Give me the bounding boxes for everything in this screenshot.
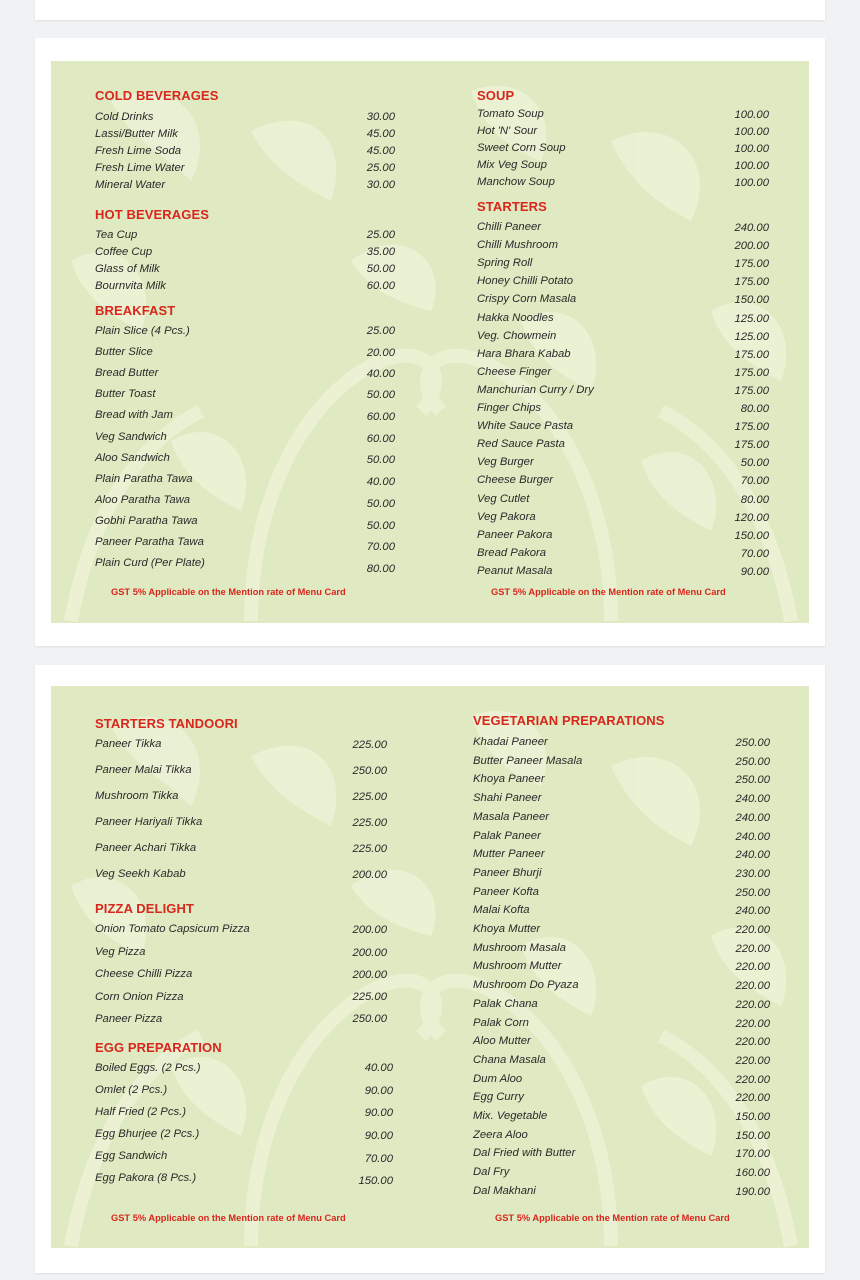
menu-item-price: 250.00 <box>735 737 770 749</box>
menu-item-price: 90.00 <box>364 1107 393 1119</box>
menu-item-name: Veg. Chowmein <box>477 330 557 342</box>
menu-item-name: Veg Sandwich <box>95 431 167 443</box>
menu-item-price: 80.00 <box>740 403 769 415</box>
menu-item-name: Paneer Achari Tikka <box>95 842 197 854</box>
menu-item-price: 30.00 <box>366 111 395 123</box>
menu-item-name: Mushroom Tikka <box>95 790 179 802</box>
menu-item-name: Half Fried (2 Pcs.) <box>95 1106 187 1118</box>
menu-item-price: 240.00 <box>735 812 770 824</box>
menu-item-price: 100.00 <box>734 109 769 121</box>
menu-item-name: Shahi Paneer <box>473 792 542 804</box>
menu-item-price: 200.00 <box>352 924 387 936</box>
menu-item-name: Fresh Lime Water <box>95 162 185 174</box>
menu-item-price: 220.00 <box>735 1055 770 1067</box>
menu-item-price: 70.00 <box>740 475 769 487</box>
menu-item-price: 250.00 <box>352 765 387 777</box>
menu-item-name: Aloo Mutter <box>473 1035 531 1047</box>
left-column <box>95 686 405 1248</box>
menu-item-price: 220.00 <box>735 1074 770 1086</box>
menu-item-price: 250.00 <box>735 756 770 768</box>
menu-item-price: 250.00 <box>735 774 770 786</box>
menu-item-name: Boiled Eggs. (2 Pcs.) <box>95 1062 201 1074</box>
section-title-soup: SOUP <box>477 88 515 103</box>
menu-item-price: 40.00 <box>366 368 395 380</box>
menu-item-name: Paneer Hariyali Tikka <box>95 816 203 828</box>
menu-item-name: Mix. Vegetable <box>473 1110 548 1122</box>
menu-item-price: 100.00 <box>734 160 769 172</box>
menu-item-price: 200.00 <box>734 240 769 252</box>
menu-item-name: Coffee Cup <box>95 246 153 258</box>
menu-item-name: Bread with Jam <box>95 409 173 421</box>
menu-item-price: 240.00 <box>735 793 770 805</box>
section-title-egg-preparation: EGG PREPARATION <box>95 1040 222 1055</box>
menu-item-name: Butter Slice <box>95 346 153 358</box>
menu-item-price: 60.00 <box>366 280 395 292</box>
menu-item-name: Tea Cup <box>95 229 138 241</box>
menu-item-price: 70.00 <box>366 541 395 553</box>
menu-item-name: Gobhi Paratha Tawa <box>95 515 198 527</box>
menu-item-name: Paneer Paratha Tawa <box>95 536 204 548</box>
menu-item-price: 250.00 <box>735 887 770 899</box>
menu-item-name: Veg Seekh Kabab <box>95 868 186 880</box>
menu-item-name: Cheese Chilli Pizza <box>95 968 193 980</box>
menu-item-name: Veg Pakora <box>477 511 536 523</box>
menu-item-name: Glass of Milk <box>95 263 160 275</box>
menu-item-price: 50.00 <box>366 454 395 466</box>
menu-item-name: Hot 'N' Sour <box>477 125 538 137</box>
menu-item-price: 120.00 <box>734 512 769 524</box>
menu-item-name: Khoya Mutter <box>473 923 541 935</box>
menu-item-price: 60.00 <box>366 411 395 423</box>
section-title-starters-tandoori: STARTERS TANDOORI <box>95 716 238 731</box>
menu-item-name: Dal Fried with Butter <box>473 1147 576 1159</box>
menu-item-name: Fresh Lime Soda <box>95 145 182 157</box>
menu-item-price: 220.00 <box>735 943 770 955</box>
menu-item-name: Aloo Paratha Tawa <box>95 494 191 506</box>
menu-item-price: 175.00 <box>734 385 769 397</box>
menu-item-name: Manchow Soup <box>477 176 555 188</box>
menu-item-price: 225.00 <box>352 843 387 855</box>
menu-item-name: Finger Chips <box>477 402 542 414</box>
menu-item-name: Veg Cutlet <box>477 493 530 505</box>
menu-item-name: Tomato Soup <box>477 108 544 120</box>
menu-item-price: 150.00 <box>358 1175 393 1187</box>
menu-item-price: 70.00 <box>740 548 769 560</box>
menu-item-name: Sweet Corn Soup <box>477 142 566 154</box>
menu-item-name: Plain Slice (4 Pcs.) <box>95 325 190 337</box>
menu-item-price: 175.00 <box>734 258 769 270</box>
menu-item-name: Crispy Corn Masala <box>477 293 577 305</box>
menu-item-name: Cold Drinks <box>95 111 154 123</box>
section-title-starters: STARTERS <box>477 199 547 214</box>
menu-item-price: 240.00 <box>734 222 769 234</box>
menu-item-name: Paneer Pizza <box>95 1013 163 1025</box>
menu-item-name: Chilli Paneer <box>477 221 542 233</box>
menu-item-price: 125.00 <box>734 331 769 343</box>
menu-item-name: Paneer Pakora <box>477 529 553 541</box>
menu-item-name: Peanut Masala <box>477 565 553 577</box>
gst-note: GST 5% Applicable on the Mention rate of Menu Card <box>111 587 346 597</box>
menu-item-price: 220.00 <box>735 1018 770 1030</box>
menu-item-name: Spring Roll <box>477 257 533 269</box>
menu-item-price: 150.00 <box>735 1130 770 1142</box>
menu-item-price: 125.00 <box>734 313 769 325</box>
menu-item-name: Honey Chilli Potato <box>477 275 574 287</box>
menu-item-price: 50.00 <box>366 520 395 532</box>
menu-item-name: Mushroom Do Pyaza <box>473 979 579 991</box>
section-title-pizza-delight: PIZZA DELIGHT <box>95 901 195 916</box>
menu-item-name: Mutter Paneer <box>473 848 545 860</box>
gst-note: GST 5% Applicable on the Mention rate of Menu Card <box>495 1213 730 1223</box>
menu-item-price: 25.00 <box>366 325 395 337</box>
menu-item-price: 70.00 <box>364 1153 393 1165</box>
menu-item-price: 100.00 <box>734 126 769 138</box>
menu-item-name: Corn Onion Pizza <box>95 991 184 1003</box>
menu-item-price: 150.00 <box>735 1111 770 1123</box>
menu-item-name: Aloo Sandwich <box>95 452 170 464</box>
menu-item-name: Egg Pakora (8 Pcs.) <box>95 1172 197 1184</box>
menu-item-price: 90.00 <box>740 566 769 578</box>
menu-item-price: 220.00 <box>735 980 770 992</box>
menu-item-price: 40.00 <box>366 476 395 488</box>
menu-item-name: Dal Fry <box>473 1166 510 1178</box>
menu-item-price: 200.00 <box>352 969 387 981</box>
menu-item-name: Khoya Paneer <box>473 773 545 785</box>
menu-item-name: Dum Aloo <box>473 1073 523 1085</box>
menu-item-price: 175.00 <box>734 349 769 361</box>
menu-item-name: Cheese Burger <box>477 474 553 486</box>
menu-item-price: 225.00 <box>352 817 387 829</box>
menu-page-1-card <box>35 38 825 646</box>
menu-item-name: Palak Corn <box>473 1017 529 1029</box>
menu-item-price: 220.00 <box>735 924 770 936</box>
menu-item-name: Paneer Malai Tikka <box>95 764 192 776</box>
menu-item-price: 40.00 <box>364 1062 393 1074</box>
menu-item-price: 150.00 <box>734 530 769 542</box>
menu-item-name: Cheese Finger <box>477 366 552 378</box>
menu-item-price: 50.00 <box>366 263 395 275</box>
menu-item-price: 175.00 <box>734 421 769 433</box>
menu-item-name: Chana Masala <box>473 1054 546 1066</box>
menu-item-price: 80.00 <box>740 494 769 506</box>
menu-item-price: 220.00 <box>735 999 770 1011</box>
menu-item-name: Paneer Tikka <box>95 738 162 750</box>
menu-item-name: Bournvita Milk <box>95 280 166 292</box>
menu-item-name: Paneer Kofta <box>473 886 539 898</box>
menu-item-price: 225.00 <box>352 739 387 751</box>
menu-page-2-card <box>35 665 825 1273</box>
menu-item-name: Veg Burger <box>477 456 534 468</box>
menu-item-name: Egg Curry <box>473 1091 524 1103</box>
menu-item-price: 230.00 <box>735 868 770 880</box>
menu-item-name: Masala Paneer <box>473 811 549 823</box>
menu-item-price: 25.00 <box>366 229 395 241</box>
menu-item-price: 150.00 <box>734 294 769 306</box>
menu-item-name: Khadai Paneer <box>473 736 548 748</box>
section-title-vegetarian-preparations: VEGETARIAN PREPARATIONS <box>473 713 665 728</box>
menu-page-1 <box>51 61 809 623</box>
menu-item-name: Paneer Bhurji <box>473 867 542 879</box>
menu-item-price: 35.00 <box>366 246 395 258</box>
section-title-breakfast: BREAKFAST <box>95 303 176 318</box>
menu-item-price: 160.00 <box>735 1167 770 1179</box>
menu-item-name: Omlet (2 Pcs.) <box>95 1084 168 1096</box>
left-column <box>95 61 405 623</box>
menu-item-price: 50.00 <box>366 389 395 401</box>
menu-item-name: Onion Tomato Capsicum Pizza <box>95 923 250 935</box>
menu-item-price: 100.00 <box>734 177 769 189</box>
menu-item-name: Chilli Mushroom <box>477 239 558 251</box>
menu-item-price: 100.00 <box>734 143 769 155</box>
menu-item-name: Hara Bhara Kabab <box>477 348 571 360</box>
menu-item-price: 200.00 <box>352 947 387 959</box>
right-column <box>477 61 777 623</box>
menu-item-name: Dal Makhani <box>473 1185 536 1197</box>
menu-item-price: 225.00 <box>352 991 387 1003</box>
gst-note: GST 5% Applicable on the Mention rate of Menu Card <box>111 1213 346 1223</box>
gst-note: GST 5% Applicable on the Mention rate of Menu Card <box>491 587 726 597</box>
menu-item-name: Egg Bhurjee (2 Pcs.) <box>95 1128 200 1140</box>
menu-item-name: Egg Sandwich <box>95 1150 168 1162</box>
menu-item-name: Manchurian Curry / Dry <box>477 384 594 396</box>
menu-item-price: 200.00 <box>352 869 387 881</box>
menu-item-name: Veg Pizza <box>95 946 146 958</box>
menu-item-name: Mineral Water <box>95 179 166 191</box>
menu-item-price: 170.00 <box>735 1148 770 1160</box>
menu-item-price: 220.00 <box>735 1092 770 1104</box>
menu-item-name: Mushroom Mutter <box>473 960 562 972</box>
menu-item-name: Butter Toast <box>95 388 156 400</box>
menu-item-price: 190.00 <box>735 1186 770 1198</box>
menu-item-name: Plain Paratha Tawa <box>95 473 193 485</box>
menu-item-name: White Sauce Pasta <box>477 420 574 432</box>
menu-item-price: 250.00 <box>352 1013 387 1025</box>
menu-item-price: 175.00 <box>734 367 769 379</box>
section-title-cold-beverages: COLD BEVERAGES <box>95 88 219 103</box>
menu-item-price: 30.00 <box>366 179 395 191</box>
menu-item-price: 50.00 <box>740 457 769 469</box>
menu-item-name: Palak Paneer <box>473 830 541 842</box>
menu-item-price: 175.00 <box>734 439 769 451</box>
menu-item-price: 220.00 <box>735 961 770 973</box>
menu-item-name: Bread Pakora <box>477 547 547 559</box>
right-column <box>473 686 779 1248</box>
menu-item-price: 175.00 <box>734 276 769 288</box>
menu-item-name: Mushroom Masala <box>473 942 566 954</box>
menu-item-name: Palak Chana <box>473 998 538 1010</box>
menu-item-price: 90.00 <box>364 1130 393 1142</box>
menu-item-name: Zeera Aloo <box>473 1129 528 1141</box>
menu-item-price: 240.00 <box>735 831 770 843</box>
menu-item-price: 80.00 <box>366 563 395 575</box>
menu-item-name: Lassi/Butter Milk <box>95 128 178 140</box>
menu-item-price: 25.00 <box>366 162 395 174</box>
menu-item-price: 20.00 <box>366 347 395 359</box>
menu-item-price: 225.00 <box>352 791 387 803</box>
menu-item-name: Mix Veg Soup <box>477 159 547 171</box>
menu-item-price: 240.00 <box>735 905 770 917</box>
menu-item-price: 220.00 <box>735 1036 770 1048</box>
menu-item-price: 50.00 <box>366 498 395 510</box>
menu-item-price: 240.00 <box>735 849 770 861</box>
section-title-hot-beverages: HOT BEVERAGES <box>95 207 209 222</box>
menu-page-2 <box>51 686 809 1248</box>
menu-item-name: Malai Kofta <box>473 904 530 916</box>
menu-item-name: Hakka Noodles <box>477 312 554 324</box>
menu-item-price: 45.00 <box>366 145 395 157</box>
menu-item-price: 90.00 <box>364 1085 393 1097</box>
menu-item-name: Butter Paneer Masala <box>473 755 583 767</box>
menu-item-name: Bread Butter <box>95 367 159 379</box>
menu-item-price: 60.00 <box>366 433 395 445</box>
previous-page-card <box>35 0 825 20</box>
menu-item-price: 45.00 <box>366 128 395 140</box>
menu-item-name: Red Sauce Pasta <box>477 438 565 450</box>
menu-item-name: Plain Curd (Per Plate) <box>95 557 205 569</box>
